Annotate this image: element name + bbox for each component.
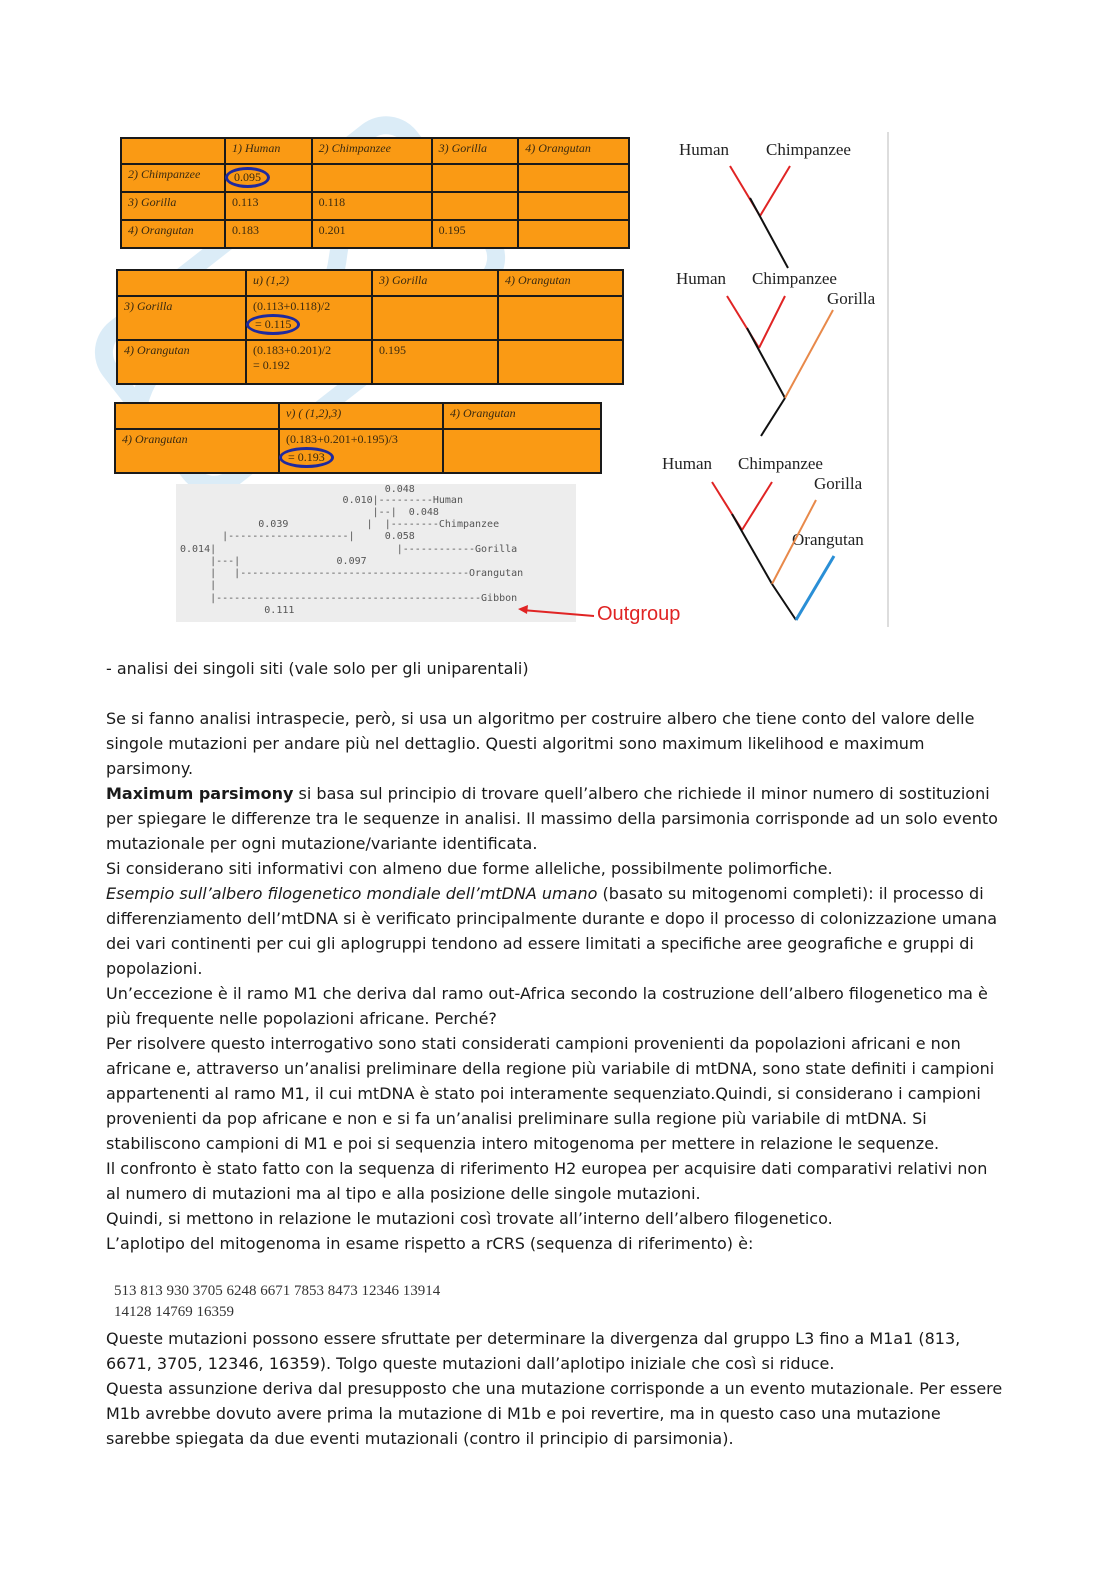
distance-table-3: [114, 402, 602, 474]
table-cell: 0.195: [372, 340, 498, 384]
bold-term: Maximum parsimony: [106, 784, 294, 803]
tree2-label-human: Human: [676, 269, 727, 288]
paragraph: [106, 781, 1006, 856]
highlighted-value: 0.095: [225, 167, 270, 188]
ascii-line: |--| 0.048: [180, 507, 439, 518]
paragraph-text: (basato su mitogenomi completi): il processo di differenziamento dell’mtDNA si è verificato principalmente durante e dopo il processo di colonizzazione umana dei vari continenti per cui gli aplogruppi tendono ad essere limitati a specifiche aree geografiche e gruppi di popolazioni.: [106, 884, 998, 978]
tree1-label-chimpanzee: Chimpanzee: [766, 140, 851, 159]
formula: (0.183+0.201+0.195)/3: [286, 432, 398, 446]
formula: (0.113+0.118)/2: [253, 299, 331, 313]
highlighted-value: = 0.193: [279, 447, 334, 468]
ascii-line: 0.014| |------------Gorilla: [180, 544, 518, 555]
tree3-diagram: [700, 474, 850, 624]
distance-table-2: [116, 269, 624, 385]
italic-term: Esempio sull’albero filogenetico mondiale dell’mtDNA umano: [106, 884, 598, 903]
paragraph: Si considerano siti informativi con almeno due forme alleliche, possibilmente polimorfiche.: [106, 859, 833, 878]
outgroup-label: Outgroup: [597, 603, 681, 625]
outgroup-arrow: [516, 604, 596, 624]
row-label: 4) Orangutan: [115, 429, 279, 473]
haplotype-line-2: 14128 14769 16359: [114, 1304, 234, 1320]
ascii-line: 0.039 | |--------Chimpanzee: [180, 519, 500, 530]
ascii-line: | |--------------------------------------Orangutan: [180, 568, 524, 579]
ascii-line: |--------------------------------------------Gibbon: [180, 593, 518, 604]
formula-result: = 0.192: [253, 358, 290, 372]
paragraph: Per risolvere questo interrogativo sono stati considerati campioni provenienti da popolazioni africani e non africane e, attraverso un’analisi preliminare della regione più variabile di mtDNA, sono state definiti i campioni appartenenti al ramo M1, il cui mtDNA è stato poi interamente sequenziato.Quindi, si considerano i campioni provenienti da pop africane e non e si fa un’analisi preliminare sulla regione più variabile di mtDNA. Si stabiliscono campioni di M1 e poi si sequenzia intero mitogenoma per mettere in relazione le sequenze.: [106, 1034, 995, 1153]
body-text-end: [106, 1326, 1006, 1451]
ascii-line: 0.010|---------Human: [180, 495, 463, 506]
tree3-label-human: Human: [662, 454, 713, 473]
row-label: 3) Gorilla: [117, 296, 246, 340]
table3-header: v) ( (1,2),3): [279, 403, 443, 429]
paragraph: Queste mutazioni possono essere sfruttate per determinare la divergenza dal gruppo L3 fino a M1a1 (813, 6671, 3705, 12346, 16359). Tolgo queste mutazioni dall’aplotipo iniziale che così si riduce.: [106, 1329, 961, 1373]
row-label: 4) Orangutan: [121, 220, 225, 248]
bullet-text: - analisi dei singoli siti (vale solo per gli uniparentali): [106, 659, 529, 678]
tree2-diagram: [715, 290, 845, 440]
paragraph: [106, 881, 1006, 981]
table1-header: 1) Human: [225, 138, 312, 164]
divider: [887, 132, 889, 627]
row-label: 4) Orangutan: [117, 340, 246, 384]
table2-header: u) (1,2): [246, 270, 372, 296]
tree1-diagram: [720, 160, 820, 270]
haplotype-line-1: 513 813 930 3705 6248 6671 7853 8473 12346 13914: [114, 1283, 441, 1299]
paragraph: Se si fanno analisi intraspecie, però, si usa un algoritmo per costruire albero che tiene conto del valore delle singole mutazioni per andare più nel dettaglio. Questi algoritmi sono maximum likelihood e maximum parsimony.: [106, 709, 975, 778]
table2-header: 4) Orangutan: [498, 270, 623, 296]
ascii-line: |: [180, 580, 217, 591]
ascii-line: 0.111: [180, 605, 295, 616]
ascii-line: |--------------------| 0.058: [180, 531, 415, 542]
body-text: [106, 706, 1006, 1256]
table3-header: 4) Orangutan: [443, 403, 601, 429]
table1-corner: [121, 138, 225, 164]
paragraph: Questa assunzione deriva dal presupposto che una mutazione corrisponde a un evento mutazionale. Per essere M1b avrebbe dovuto avere prima la mutazione di M1b e poi revertire, ma in questo caso una mutazione sarebbe spiegata da due eventi mutazionali (contro il principio di parsimonia).: [106, 1379, 1003, 1448]
tree2-label-gorilla: Gorilla: [827, 289, 876, 308]
table2-header: 3) Gorilla: [372, 270, 498, 296]
tree1-label-human: Human: [679, 140, 730, 159]
ascii-line: |---| 0.097: [180, 556, 367, 567]
distance-table-1: [120, 137, 630, 249]
table1-header: 3) Gorilla: [432, 138, 519, 164]
table-cell: 0.113: [225, 192, 312, 220]
row-label: 2) Chimpanzee: [121, 164, 225, 192]
table2-corner: [117, 270, 246, 296]
row-label: 3) Gorilla: [121, 192, 225, 220]
table3-corner: [115, 403, 279, 429]
tree3-label-chimpanzee: Chimpanzee: [738, 454, 823, 473]
tree3-label-orangutan: Orangutan: [792, 530, 864, 549]
formula: (0.183+0.201)/2: [253, 343, 332, 357]
paragraph: Quindi, si mettono in relazione le mutazioni così trovate all’interno dell’albero filogenetico.: [106, 1209, 833, 1228]
table-cell: 0.201: [312, 220, 432, 248]
paragraph: Il confronto è stato fatto con la sequenza di riferimento H2 europea per acquisire dati comparativi relativi non al numero di mutazioni ma al tipo e alla posizione delle singole mutazioni.: [106, 1159, 988, 1203]
table-cell: 0.118: [312, 192, 432, 220]
table1-header: 4) Orangutan: [518, 138, 629, 164]
paragraph: L’aplotipo del mitogenoma in esame rispetto a rCRS (sequenza di riferimento) è:: [106, 1234, 754, 1253]
paragraph: Un’eccezione è il ramo M1 che deriva dal ramo out-Africa secondo la costruzione dell’albero filogenetico ma è più frequente nelle popolazioni africane. Perché?: [106, 984, 988, 1028]
tree2-label-chimpanzee: Chimpanzee: [752, 269, 837, 288]
ascii-tree: [176, 484, 576, 622]
ascii-line: 0.048: [180, 484, 415, 495]
tree3-label-gorilla: Gorilla: [814, 474, 863, 493]
table-cell: 0.195: [432, 220, 519, 248]
highlighted-value: = 0.115: [246, 314, 300, 335]
table1-header: 2) Chimpanzee: [312, 138, 432, 164]
paragraph-text: si basa sul principio di trovare quell’albero che richiede il minor numero di sostituzioni per spiegare le differenze tra le sequenze in analisi. Il massimo della parsimonia corrisponde ad un solo evento mutazionale per ogni mutazione/variante identificata.: [106, 784, 998, 853]
table-cell: 0.183: [225, 220, 312, 248]
